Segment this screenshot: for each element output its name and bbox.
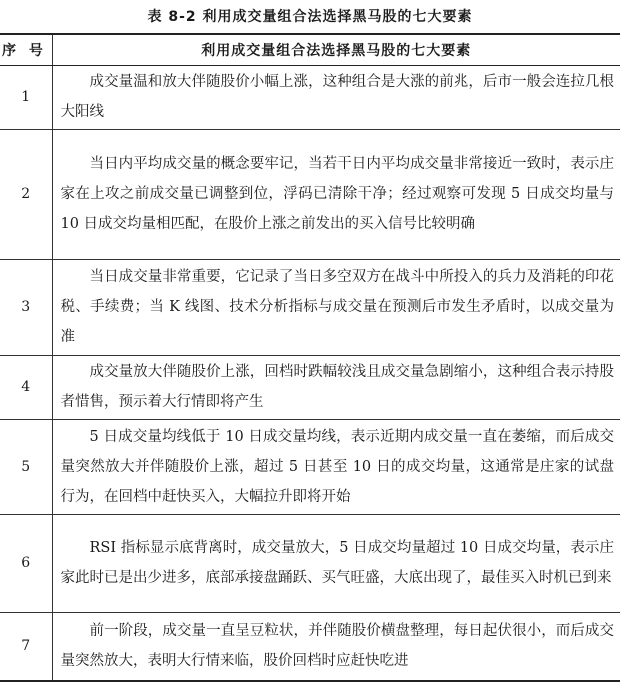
table-row bbox=[0, 355, 620, 419]
row-text: 前一阶段，成交量一直呈豆粒状，并伴随股价横盘整理，每日起伏很小，而后成交量突然放大，表明大行情来临，股价回档时应赶快吃进 bbox=[52, 612, 620, 681]
row-text: 当日内平均成交量的概念要牢记，当若干日内平均成交量非常接近一致时，表示庄家在上攻之前成交量已调整到位，浮码已清除干净；经过观察可发现 5 日成交均量与 10 日成交均量相匹配，在股价上涨之前发出的买入信号比较明确 bbox=[52, 129, 620, 259]
row-number: 5 bbox=[0, 419, 52, 514]
row-number: 1 bbox=[0, 65, 52, 129]
table-row bbox=[0, 419, 620, 514]
table-row bbox=[0, 612, 620, 681]
table-row bbox=[0, 65, 620, 129]
row-number: 6 bbox=[0, 514, 52, 612]
row-number: 3 bbox=[0, 259, 52, 355]
header-number: 序 号 bbox=[0, 34, 52, 65]
row-text: 5 日成交量均线低于 10 日成交量均线，表示近期内成交量一直在萎缩，而后成交量突然放大并伴随股价上涨，超过 5 日甚至 10 日的成交均量，这通常是庄家的试盘行为，在回档中赶快买入，大幅拉升即将开始 bbox=[52, 419, 620, 514]
row-number: 4 bbox=[0, 355, 52, 419]
row-text: RSI 指标显示底背离时，成交量放大，5 日成交均量超过 10 日成交均量，表示庄家此时已是出少进多，底部承接盘踊跃、买气旺盛，大底出现了，最佳买入时机已到来 bbox=[52, 514, 620, 612]
table-caption: 表 8-2 利用成交量组合法选择黑马股的七大要素 bbox=[147, 9, 473, 25]
row-text: 成交量温和放大伴随股价小幅上涨，这种组合是大涨的前兆，后市一般会连拉几根大阳线 bbox=[52, 65, 620, 129]
row-number: 7 bbox=[0, 612, 52, 681]
table-row bbox=[0, 259, 620, 355]
table-row bbox=[0, 129, 620, 259]
row-number: 2 bbox=[0, 129, 52, 259]
row-text: 成交量放大伴随股价上涨，回档时跌幅较浅且成交量急剧缩小，这种组合表示持股者惜售，预示着大行情即将产生 bbox=[52, 355, 620, 419]
row-text: 当日成交量非常重要，它记录了当日多空双方在战斗中所投入的兵力及消耗的印花税、手续费；当 K 线图、技术分析指标与成交量在预测后市发生矛盾时，以成交量为准 bbox=[52, 259, 620, 355]
header-factors: 利用成交量组合法选择黑马股的七大要素 bbox=[52, 34, 620, 65]
table-header-row bbox=[0, 34, 620, 65]
table-row bbox=[0, 514, 620, 612]
factors-table bbox=[0, 33, 620, 682]
